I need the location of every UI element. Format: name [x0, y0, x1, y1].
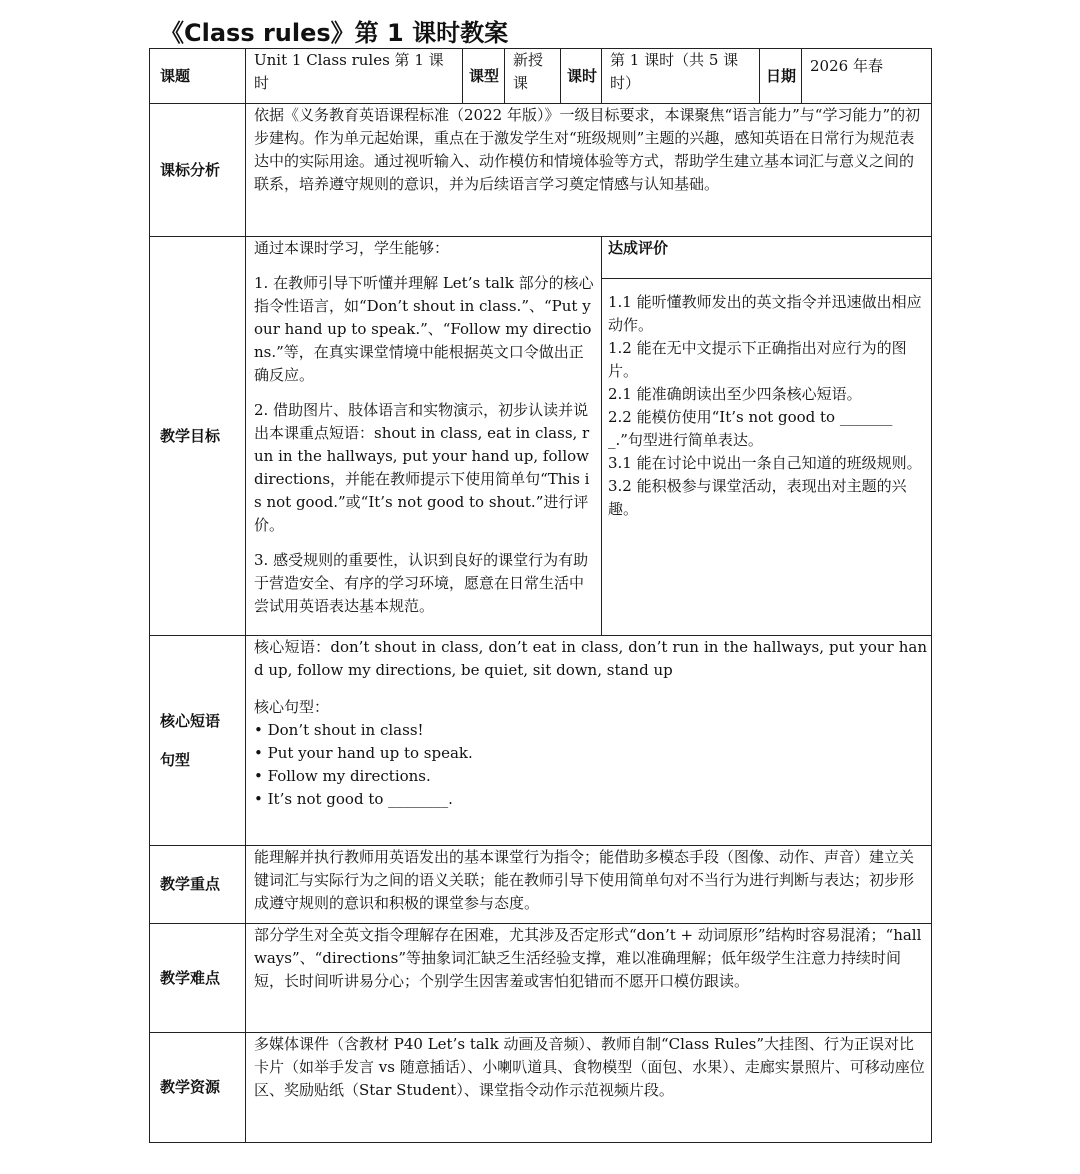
evaluation-item: 2.2 能模仿使用“It’s not good to ________.”句型进行简单表达。	[608, 408, 893, 449]
core-phrases: 核心短语：don’t shout in class, don’t eat in class, don’t run in the hallways, put your hand up, follow my directions, be quiet, sit down, stand up	[254, 638, 927, 679]
objectives-intro: 通过本课时学习，学生能够：	[254, 239, 450, 257]
pattern-item: • Put your hand up to speak.	[254, 742, 927, 765]
evaluation-item: 1.1 能听懂教师发出的英文指令并迅速做出相应动作。	[608, 293, 922, 334]
objectives-row	[150, 237, 932, 636]
evaluation-item: 2.1 能准确朗读出至少四条核心短语。	[608, 385, 862, 403]
pattern-item: • Don’t shout in class!	[254, 719, 927, 742]
period-label: 课时	[561, 49, 602, 104]
evaluation-title: 达成评价	[602, 237, 931, 279]
pattern-item: • Follow my directions.	[254, 765, 927, 788]
key-row	[150, 846, 932, 924]
resources-label: 教学资源	[150, 1033, 246, 1143]
type-value: 新授课	[505, 49, 561, 104]
difficulty-row	[150, 924, 932, 1033]
objective-item: 2. 借助图片、肢体语言和实物演示，初步认读并说出本课重点短语：shout in class, eat in class, run in the hallways, put your hand up, follow directions，并能在教师提示下使用简单句“This is not good.”或“It’s not good to shout.”进行评价。	[254, 401, 590, 534]
core-content	[246, 636, 932, 846]
topic-label: 课题	[150, 49, 246, 104]
type-label: 课型	[463, 49, 505, 104]
objectives-label: 教学目标	[150, 237, 246, 636]
period-value: 第 1 课时（共 5 课时）	[602, 49, 760, 104]
core-patterns-title: 核心句型：	[254, 698, 330, 716]
date-value: 2026 年春	[802, 49, 932, 104]
evaluation-cell	[602, 237, 932, 636]
difficulty-label: 教学难点	[150, 924, 246, 1033]
topic-value: Unit 1 Class rules 第 1 课时	[246, 49, 463, 104]
objective-item: 1. 在教师引导下听懂并理解 Let’s talk 部分的核心指令性语言，如“Don’t shout in class.”、“Put your hand up to speak.”、“Follow my directions.”等，在真实课堂情境中能根据英文口令做出正确反应。	[254, 274, 594, 384]
key-label: 教学重点	[150, 846, 246, 924]
core-patterns-list	[254, 719, 927, 811]
evaluation-list	[602, 291, 931, 521]
analysis-label: 课标分析	[150, 104, 246, 237]
lesson-plan-table	[149, 48, 932, 1143]
resources-text: 多媒体课件（含教材 P40 Let’s talk 动画及音频）、教师自制“Class Rules”大挂图、行为正误对比卡片（如举手发言 vs 随意插话）、小喇叭道具、食物模型（面包、水果）、走廊实景照片、可移动座位区、奖励贴纸（Star Student）、课堂指令动作示范视频片段。	[246, 1033, 932, 1143]
document-title: 《Class rules》第 1 课时教案	[160, 19, 509, 47]
objective-item: 3. 感受规则的重要性，认识到良好的课堂行为有助于营造安全、有序的学习环境，愿意在日常生活中尝试用英语表达基本规范。	[254, 551, 589, 615]
pattern-item: • It’s not good to ________.	[254, 788, 927, 811]
evaluation-item: 3.1 能在讨论中说出一条自己知道的班级规则。	[608, 454, 922, 472]
core-label-line2: 句型	[160, 750, 191, 769]
evaluation-item: 3.2 能积极参与课堂活动，表现出对主题的兴趣。	[608, 477, 907, 518]
analysis-text: 依据《义务教育英语课程标准（2022 年版）》一级目标要求，本课聚焦“语言能力”与“学习能力”的初步建构。作为单元起始课，重点在于激发学生对“班级规则”主题的兴趣，感知英语在日常行为规范表达中的实际用途。通过视听输入、动作模仿和情境体验等方式，帮助学生建立基本词汇与意义之间的联系，培养遵守规则的意识，并为后续语言学习奠定情感与认知基础。	[246, 104, 932, 237]
difficulty-text: 部分学生对全英文指令理解存在困难，尤其涉及否定形式“don’t + 动词原形”结构时容易混淆；“hallways”、“directions”等抽象词汇缺乏生活经验支撑，难以准确理解；低年级学生注意力持续时间短，长时间听讲易分心；个别学生因害羞或害怕犯错而不愿开口模仿跟读。	[246, 924, 932, 1033]
analysis-row	[150, 104, 932, 237]
evaluation-item: 1.2 能在无中文提示下正确指出对应行为的图片。	[608, 339, 907, 380]
core-label	[150, 636, 246, 846]
date-label: 日期	[760, 49, 802, 104]
key-text: 能理解并执行教师用英语发出的基本课堂行为指令；能借助多模态手段（图像、动作、声音）建立关键词汇与实际行为之间的语义关联；能在教师引导下使用简单句对不当行为进行判断与表达；初步形成遵守规则的意识和积极的课堂参与态度。	[246, 846, 932, 924]
objectives-content	[246, 237, 602, 636]
header-row	[150, 49, 932, 104]
core-label-line1: 核心短语	[160, 711, 221, 730]
core-row	[150, 636, 932, 846]
resources-row	[150, 1033, 932, 1143]
